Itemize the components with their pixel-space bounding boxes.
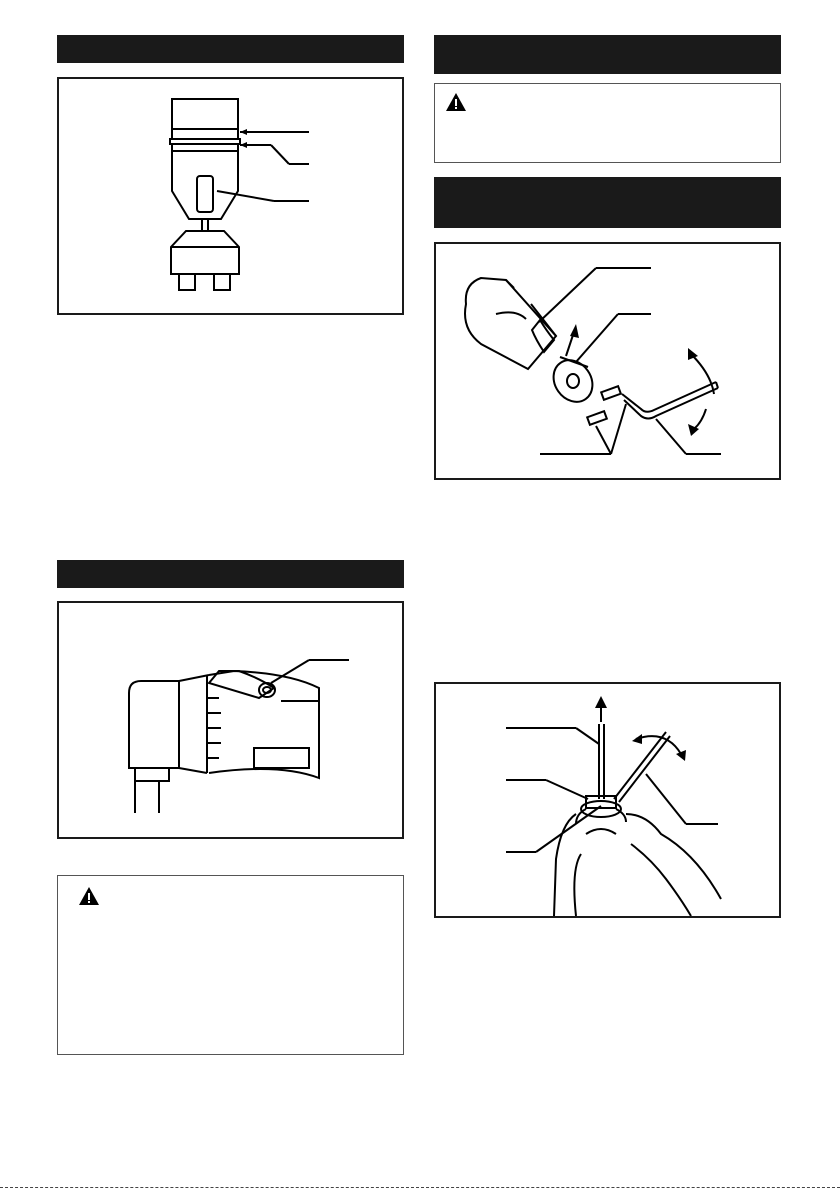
- caution-box-left: [57, 875, 404, 1055]
- section-header-bar-2: [57, 560, 404, 588]
- figure-4-frame: [434, 682, 781, 918]
- warning-triangle-icon: [78, 886, 100, 906]
- warning-triangle-icon: [445, 92, 467, 112]
- caution-box-right: [434, 83, 781, 163]
- figure-2-frame: [57, 601, 404, 839]
- figure-2-tool-drawing: [59, 603, 402, 837]
- section-header-bar-3: [434, 35, 781, 74]
- section-header-bar-4: [434, 177, 781, 228]
- figure-4-removal-drawing: [436, 684, 779, 916]
- figure-3-frame: [434, 242, 781, 480]
- page-bottom-rule: [0, 1187, 840, 1188]
- figure-3-disassembly-drawing: [436, 244, 779, 478]
- figure-1-frame: [57, 77, 404, 315]
- section-header-bar-1: [57, 35, 404, 63]
- figure-1-nozzle-drawing: [59, 79, 402, 313]
